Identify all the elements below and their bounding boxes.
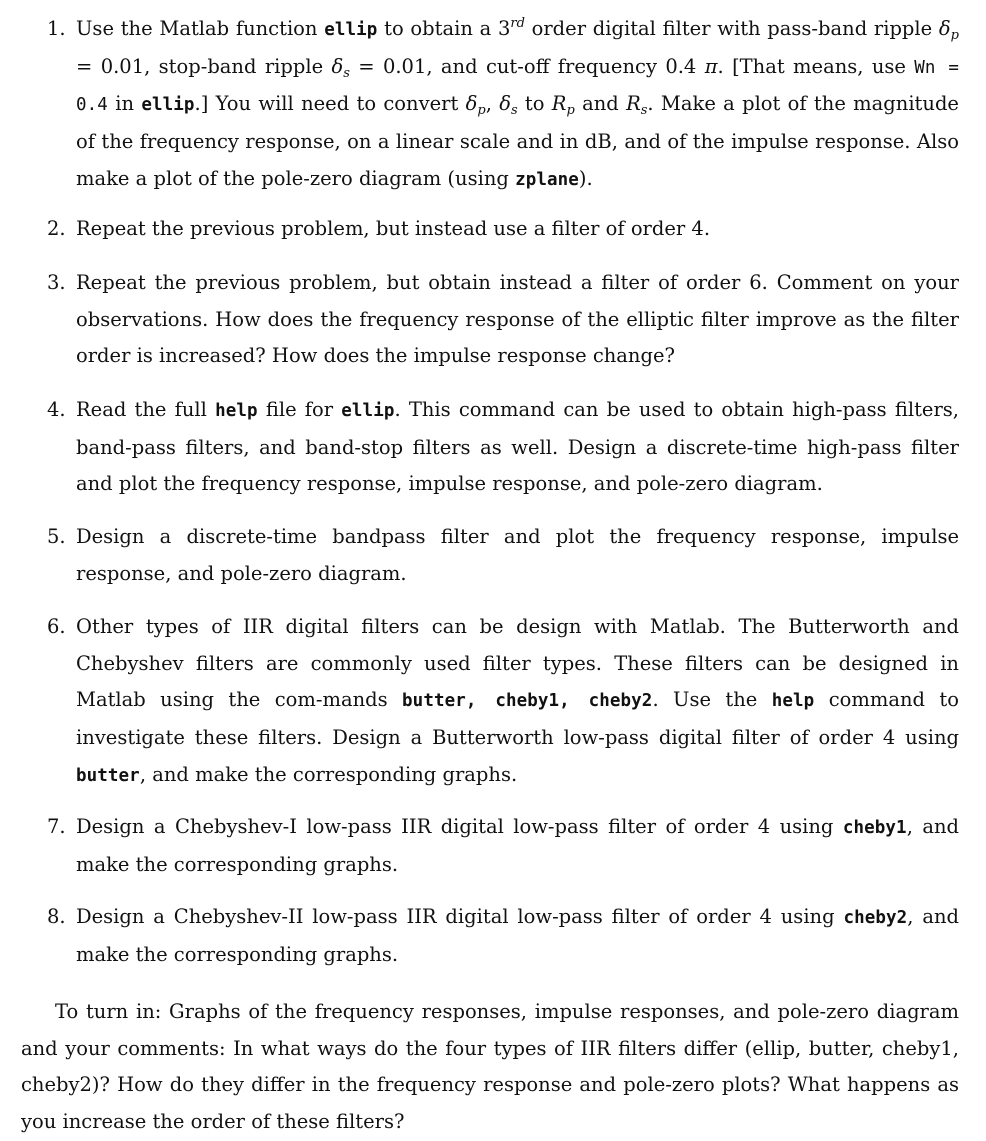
code-butter-cheby: butter, cheby1, cheby2 bbox=[402, 691, 653, 712]
code-zplane: zplane bbox=[515, 169, 579, 190]
code-help: help bbox=[771, 691, 815, 712]
code-ellip: ellip bbox=[341, 401, 395, 421]
problem-text: Read the full help file for ellip. This command can be used to obtain high-pass filters, band-pass filters, and band-stop filters as well. Design a discrete-time high-pass filter and plot the frequency response, impulse response, and pole-zero diagram. bbox=[76, 398, 959, 496]
problem-text: Design a Chebyshev-I low-pass IIR digital low-pass filter of order 4 using cheby1, and make the corresponding graphs. bbox=[76, 815, 959, 876]
problem-text: Design a discrete-time bandpass filter and plot the frequency response, impulse response, and pole-zero diagram. bbox=[76, 525, 959, 585]
problem-8 bbox=[47, 899, 959, 973]
math-delta-s: $\delta_s$ bbox=[331, 54, 350, 81]
problem-number: 8. bbox=[47, 905, 66, 928]
problem-text: Other types of IIR digital filters can be design with Matlab. The Butterworth and Chebyshev filters are commonly used filter types. These filters can be designed in Matlab using the com-mands butter, cheby1, cheby2. Use the help command to investigate these filters. Design a Butterworth low-pass digital filter of order 4 using butter, and make the corresponding graphs. bbox=[76, 615, 959, 786]
code-cheby2: cheby2 bbox=[843, 908, 908, 928]
problem-number: 3. bbox=[47, 271, 66, 294]
turn-in-paragraph: To turn in: Graphs of the frequency responses, impulse responses, and pole-zero diagram and your comments: In what ways do the four types of IIR filters differ (ellip, butter, cheby1, cheby2)? How do they differ in the frequency response and pole-zero plots? What happens as you increase the order of these filters? bbox=[21, 1000, 959, 1134]
problem-text: Repeat the previous problem, but obtain instead a filter of order 6. Comment on your observations. How does the frequency response of the elliptic filter improve as the filter order is increased? How does the impulse response change? bbox=[76, 271, 959, 368]
problem-6 bbox=[47, 609, 959, 795]
problem-text: Use the Matlab function ellip to obtain a 3rd order digital filter with pass-band ripple $\delta_p = 0.01$, stop-band ripple $\delta_s = 0.01$, and cut-off frequency 0.4 π. [That means, use Wn = 0.4 in ellip.] You will need to convert $\delta_p$, $\delta_s$ to $R_p$ and $R_s$. Make a plot of the magnitude of the frequency response, on a linear scale and in dB, and of the impulse response. Also make a plot of the pole-zero diagram (using zplane). bbox=[76, 16, 959, 190]
math-pi: π bbox=[704, 54, 718, 78]
code-butter: butter bbox=[76, 765, 140, 786]
problem-1 bbox=[47, 11, 959, 199]
problem-number: 6. bbox=[47, 615, 66, 638]
problem-text: Design a Chebyshev-II low-pass IIR digital low-pass filter of order 4 using cheby2, and make the corresponding graphs. bbox=[76, 905, 959, 966]
code-wn: Wn = 0.4 bbox=[76, 57, 959, 116]
code-ellip: ellip bbox=[324, 20, 378, 40]
code-ellip-2: ellip bbox=[141, 95, 195, 116]
problem-3 bbox=[47, 265, 959, 375]
problem-4 bbox=[47, 392, 959, 503]
code-cheby1: cheby1 bbox=[842, 818, 907, 838]
problem-2 bbox=[47, 211, 959, 248]
math-r-p: $R_p$ bbox=[551, 92, 575, 119]
problem-text: Repeat the previous problem, but instead use a filter of order 4. bbox=[76, 217, 711, 240]
problem-number: 1. bbox=[47, 17, 66, 40]
problem-number: 5. bbox=[47, 525, 66, 548]
math-delta-p-2: $\delta_p$ bbox=[465, 92, 486, 119]
math-delta-s-2: $\delta_s$ bbox=[499, 92, 518, 119]
problem-5 bbox=[47, 519, 959, 592]
problem-number: 7. bbox=[47, 815, 66, 838]
math-delta-p: $\delta_p$ bbox=[938, 17, 959, 43]
problem-number: 2. bbox=[47, 217, 66, 240]
problem-number: 4. bbox=[47, 398, 66, 421]
math-r-s: $R_s$ bbox=[626, 92, 648, 119]
code-help: help bbox=[215, 401, 258, 421]
problem-7 bbox=[47, 809, 959, 883]
